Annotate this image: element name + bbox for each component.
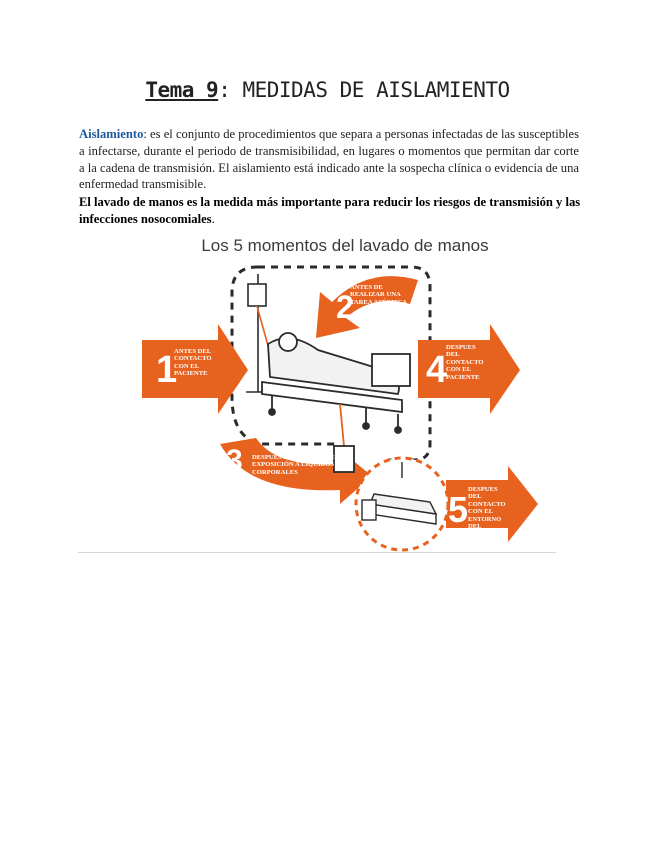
iv-stand-icon bbox=[246, 274, 272, 392]
moment-3-label: DESPUES DEL RIESGO DE EXPOSICIÓN A LIQUIDOS CORPORALES bbox=[252, 454, 335, 476]
moment-4-label: DESPUES DEL CONTACTO CON EL PACIENTE bbox=[446, 344, 484, 381]
title-rest: : MEDIDAS DE AISLAMIENTO bbox=[218, 78, 510, 102]
divider-line bbox=[78, 552, 556, 553]
moment-1-label: ANTES DEL CONTACTO CON EL PACIENTE bbox=[174, 348, 212, 378]
intro-paragraph bbox=[79, 126, 579, 193]
emphasis-text: El lavado de manos es la medida más importante para reducir los riesgos de transmisión y las infecciones nosocomiales bbox=[79, 195, 581, 226]
intro-term: Aislamiento bbox=[79, 127, 144, 141]
moment-5-label: DESPUES DEL CONTACTO CON EL ENTORNO DEL PACIENTE bbox=[468, 486, 506, 538]
moment-2-label: ANTES DE REALIZAR UNA TAREA ASÉPTICA bbox=[350, 284, 407, 306]
moment-2-number: 2 bbox=[336, 289, 354, 325]
page-title bbox=[0, 78, 655, 102]
moment-4-number: 4 bbox=[426, 349, 448, 391]
intro-text: : es el conjunto de procedimientos que separa a personas infectadas de las susceptibles a infectarse, durante el periodo de transmisibilidad, en lugares o momentos que permitan dar corte a la cadena de transmisión. El aislamiento está indicado ante la sospecha clínica o evidencia de una enfermedad transmisible. bbox=[79, 127, 579, 192]
emphasis-end: . bbox=[211, 211, 215, 226]
moment-3-number: 3 bbox=[226, 444, 243, 477]
moment-5-number: 5 bbox=[448, 489, 469, 530]
title-prefix: Tema 9 bbox=[145, 78, 219, 102]
emphasis-paragraph bbox=[79, 194, 584, 228]
handwash-figure bbox=[140, 232, 550, 552]
hospital-bed-icon bbox=[262, 333, 410, 472]
moment-1-number: 1 bbox=[156, 349, 178, 391]
figure-title: Los 5 momentos del lavado de manos bbox=[201, 236, 489, 255]
